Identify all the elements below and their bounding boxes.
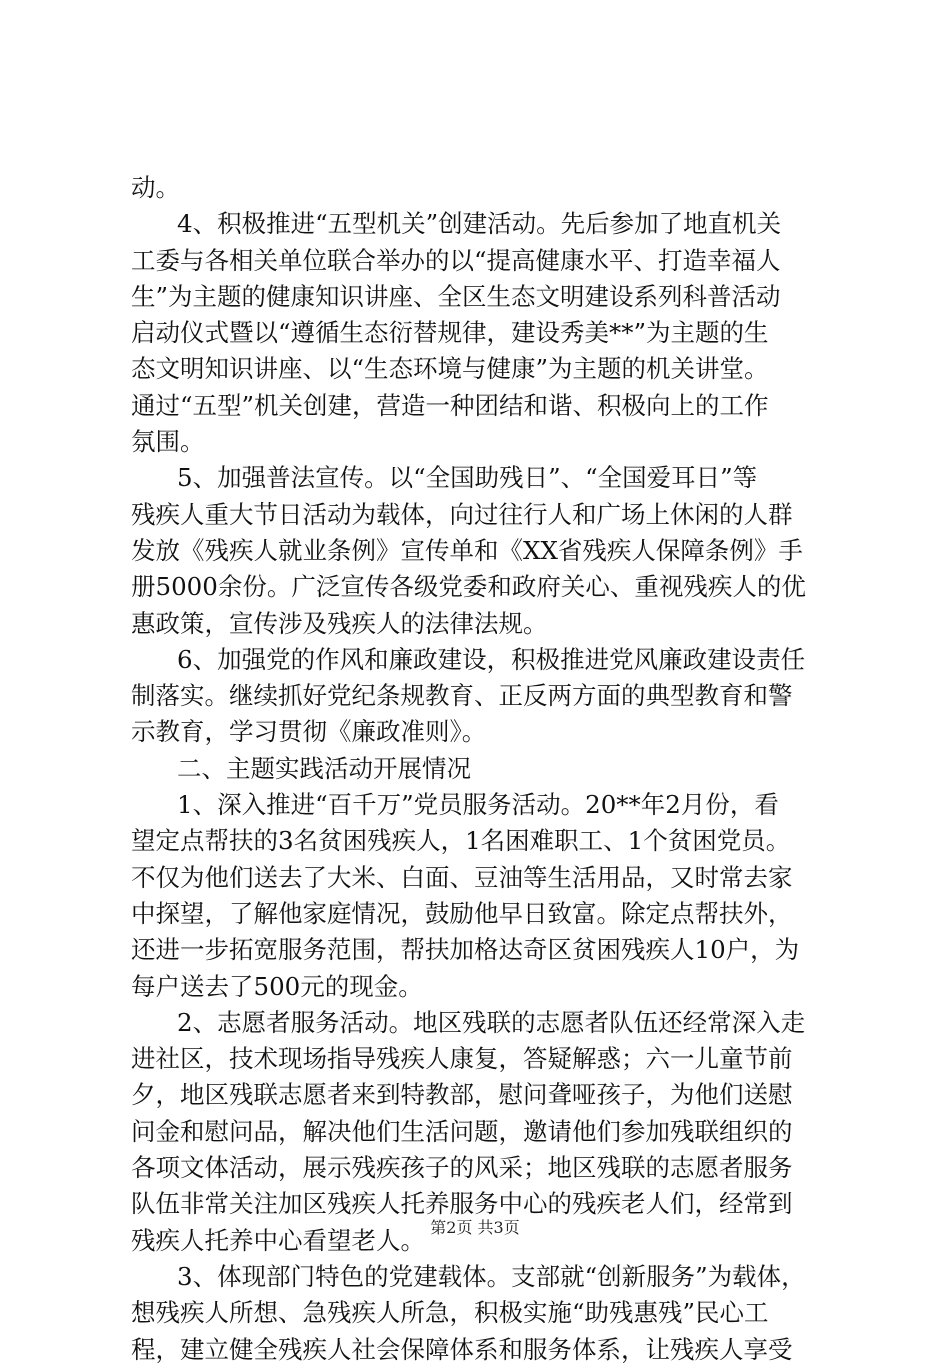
text-line: 每户送去了500元的现金。 [131, 971, 423, 1001]
text-line: 望定点帮扶的3名贫困残疾人，1名困难职工、1个贫困党员。 [131, 826, 791, 856]
text-line: 不仅为他们送去了大米、白面、豆油等生活用品，又时常去家 [131, 862, 793, 892]
text-line: 残疾人托养中心看望老人。 [131, 1225, 425, 1255]
page-footer: 第2页 共3页 [430, 1218, 520, 1237]
text-line: 动。 [131, 173, 180, 202]
text-line: 4、积极推进“五型机关”创建活动。先后参加了地直机关 [177, 209, 782, 239]
text-line: 制落实。继续抓好党纪条规教育、正反两方面的典型教育和警 [131, 681, 793, 711]
text-line: 中探望，了解他家庭情况，鼓励他早日致富。除定点帮扶外， [131, 898, 793, 928]
text-line: 夕，地区残联志愿者来到特教部，慰问聋哑孩子，为他们送慰 [131, 1080, 793, 1110]
text-line: 队伍非常关注加区残疾人托养服务中心的残疾老人们，经常到 [131, 1189, 793, 1219]
text-line: 二、主题实践活动开展情况 [177, 753, 471, 783]
text-line: 工委与各相关单位联合举办的以“提高健康水平、打造幸福人 [131, 245, 781, 275]
text-line: 惠政策，宣传涉及残疾人的法律法规。 [131, 608, 548, 638]
text-line: 通过“五型”机关创建，营造一种团结和谐、积极向上的工作 [131, 390, 769, 420]
document-body [131, 170, 825, 1368]
text-line: 进社区，技术现场指导残疾人康复，答疑解惑；六一儿童节前 [131, 1044, 793, 1074]
text-line: 态文明知识讲座、以“生态环境与健康”为主题的机关讲堂。 [131, 354, 769, 384]
text-line: 问金和慰问品，解决他们生活问题，邀请他们参加残联组织的 [131, 1116, 793, 1146]
text-line: 6、加强党的作风和廉政建设，积极推进党风廉政建设责任 [177, 644, 806, 674]
text-line: 1、深入推进“百千万”党员服务活动。20**年2月份，看 [177, 790, 779, 820]
text-line: 2、志愿者服务活动。地区残联的志愿者队伍还经常深入走 [177, 1007, 806, 1037]
text-line: 还进一步拓宽服务范围，帮扶加格达奇区贫困残疾人10户，为 [131, 935, 800, 965]
text-line: 启动仪式暨以“遵循生态衍替规律，建设秀美**”为主题的生 [131, 318, 769, 348]
text-line: 残疾人重大节日活动为载体，向过往行人和广场上休闲的人群 [131, 499, 793, 529]
text-line: 各项文体活动，展示残疾孩子的风采；地区残联的志愿者服务 [131, 1153, 793, 1183]
text-line: 生”为主题的健康知识讲座、全区生态文明建设系列科普活动 [131, 281, 781, 311]
text-line: 发放《残疾人就业条例》宣传单和《XX省残疾人保障条例》手 [131, 535, 803, 565]
text-line: 氛围。 [131, 427, 205, 457]
text-line: 程，建立健全残疾人社会保障体系和服务体系，让残疾人享受 [131, 1334, 793, 1364]
text-line: 想残疾人所想、急残疾人所急，积极实施“助残惠残”民心工 [131, 1298, 769, 1328]
text-line: 册5000余份。广泛宣传各级党委和政府关心、重视残疾人的优 [131, 572, 806, 602]
text-line: 5、加强普法宣传。以“全国助残日”、“全国爱耳日”等 [177, 463, 758, 493]
text-line: 示教育，学习贯彻《廉政准则》。 [131, 717, 487, 747]
text-line: 3、体现部门特色的党建载体。支部就“创新服务”为载体， [177, 1261, 806, 1291]
